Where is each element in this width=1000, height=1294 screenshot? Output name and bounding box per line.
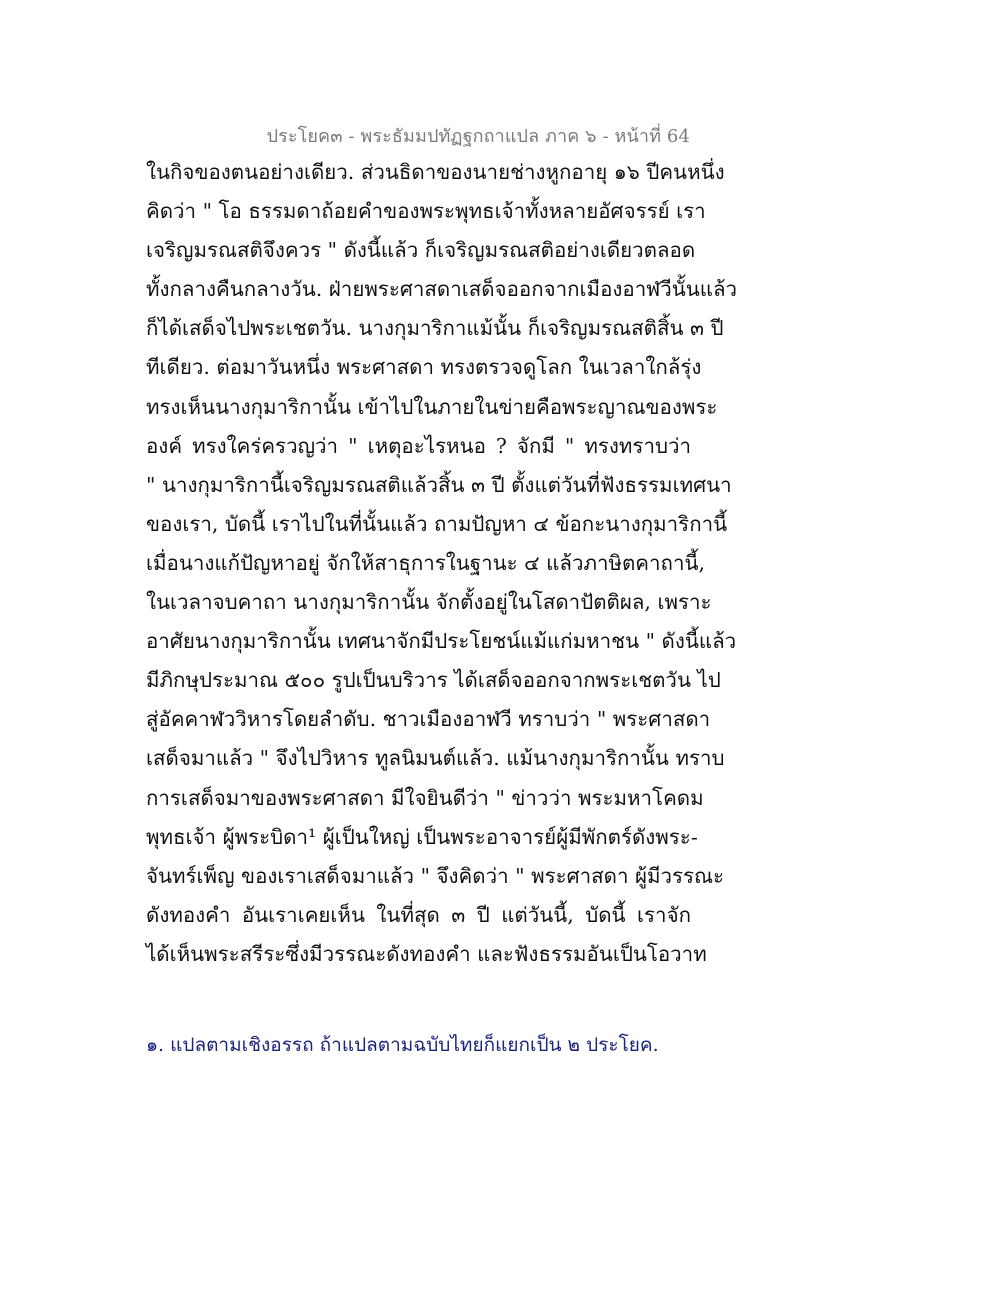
- body-text: [146, 153, 738, 974]
- body-line: การเสด็จมาของพระศาสดา มีใจยินดีว่า " ข่าวว่า พระมหาโคดม: [146, 785, 704, 810]
- body-line: ก็ได้เสด็จไปพระเชตวัน. นางกุมาริกาแม้นั้น ก็เจริญมรณสติสิ้น ๓ ปี: [146, 316, 724, 341]
- body-line: มีภิกษุประมาณ ๕๐๐ รูปเป็นบริวาร ได้เสด็จออกจากพระเชตวัน ไป: [146, 668, 721, 693]
- body-line: คิดว่า " โอ ธรรมดาถ้อยคำของพระพุทธเจ้าทั้งหลายอัศจรรย์ เรา: [146, 199, 706, 224]
- body-line: " นางกุมาริกานี้เจริญมรณสติแล้วสิ้น ๓ ปี ตั้งแต่วันที่ฟังธรรมเทศนา: [146, 472, 732, 497]
- running-header: ประโยค๓ - พระธัมมปทัฏฐกถาแปล ภาค ๖ - หน้าที่ 64: [266, 126, 690, 147]
- body-line: อาศัยนางกุมาริกานั้น เทศนาจักมีประโยชน์แม้แก่มหาชน " ดังนี้แล้ว: [146, 629, 737, 654]
- body-line: ทั้งกลางคืนกลางวัน. ฝ่ายพระศาสดาเสด็จออกจากเมืองอาฬวีนั้นแล้ว: [146, 277, 738, 302]
- body-line: ได้เห็นพระสรีระซึ่งมีวรรณะดังทองคำ และฟังธรรมอันเป็นโอวาท: [146, 941, 707, 966]
- body-line: สู่อัคคาฬววิหารโดยลำดับ. ชาวเมืองอาฬวี ทราบว่า " พระศาสดา: [146, 707, 711, 732]
- body-line: ดังทองคำ อันเราเคยเห็น ในที่สุด ๓ ปี แต่วันนี้, บัดนี้ เราจัก: [146, 902, 691, 927]
- body-line: ทรงเห็นนางกุมาริกานั้น เข้าไปในภายในข่ายคือพระญาณของพระ: [146, 394, 718, 419]
- body-line: องค์ ทรงใคร่ครวญว่า " เหตุอะไรหนอ ? จักมี " ทรงทราบว่า: [146, 433, 691, 458]
- body-line: จันทร์เพ็ญ ของเราเสด็จมาแล้ว " จึงคิดว่า " พระศาสดา ผู้มีวรรณะ: [146, 863, 725, 888]
- body-line: เสด็จมาแล้ว " จึงไปวิหาร ทูลนิมนต์แล้ว. แม้นางกุมาริกานั้น ทราบ: [146, 746, 725, 771]
- body-line: เจริญมรณสติจึงควร " ดังนี้แล้ว ก็เจริญมรณสติอย่างเดียวตลอด: [146, 238, 696, 263]
- body-line: ทีเดียว. ต่อมาวันหนึ่ง พระศาสดา ทรงตรวจดูโลก ในเวลาใกล้รุ่ง: [146, 355, 702, 380]
- body-line: ในกิจของตนอย่างเดียว. ส่วนธิดาของนายช่างหูกอายุ ๑๖ ปีคนหนึ่ง: [146, 160, 725, 184]
- body-line: ของเรา, บัดนี้ เราไปในที่นั้นแล้ว ถามปัญหา ๔ ข้อกะนางกุมาริกานี้: [146, 511, 728, 536]
- footnote: ๑. แปลตามเชิงอรรถ ถ้าแปลตามฉบับไทยก็แยกเป็น ๒ ประโยค.: [146, 1034, 659, 1056]
- body-line: พุทธเจ้า ผู้พระบิดา¹ ผู้เป็นใหญ่ เป็นพระอาจารย์ผู้มีพักตร์ดังพระ-: [146, 824, 698, 849]
- body-line: ในเวลาจบคาถา นางกุมาริกานั้น จักตั้งอยู่ในโสดาปัตติผล, เพราะ: [146, 590, 712, 615]
- body-line: เมื่อนางแก้ปัญหาอยู่ จักให้สาธุการในฐานะ ๔ แล้วภาษิตคาถานี้,: [146, 550, 705, 575]
